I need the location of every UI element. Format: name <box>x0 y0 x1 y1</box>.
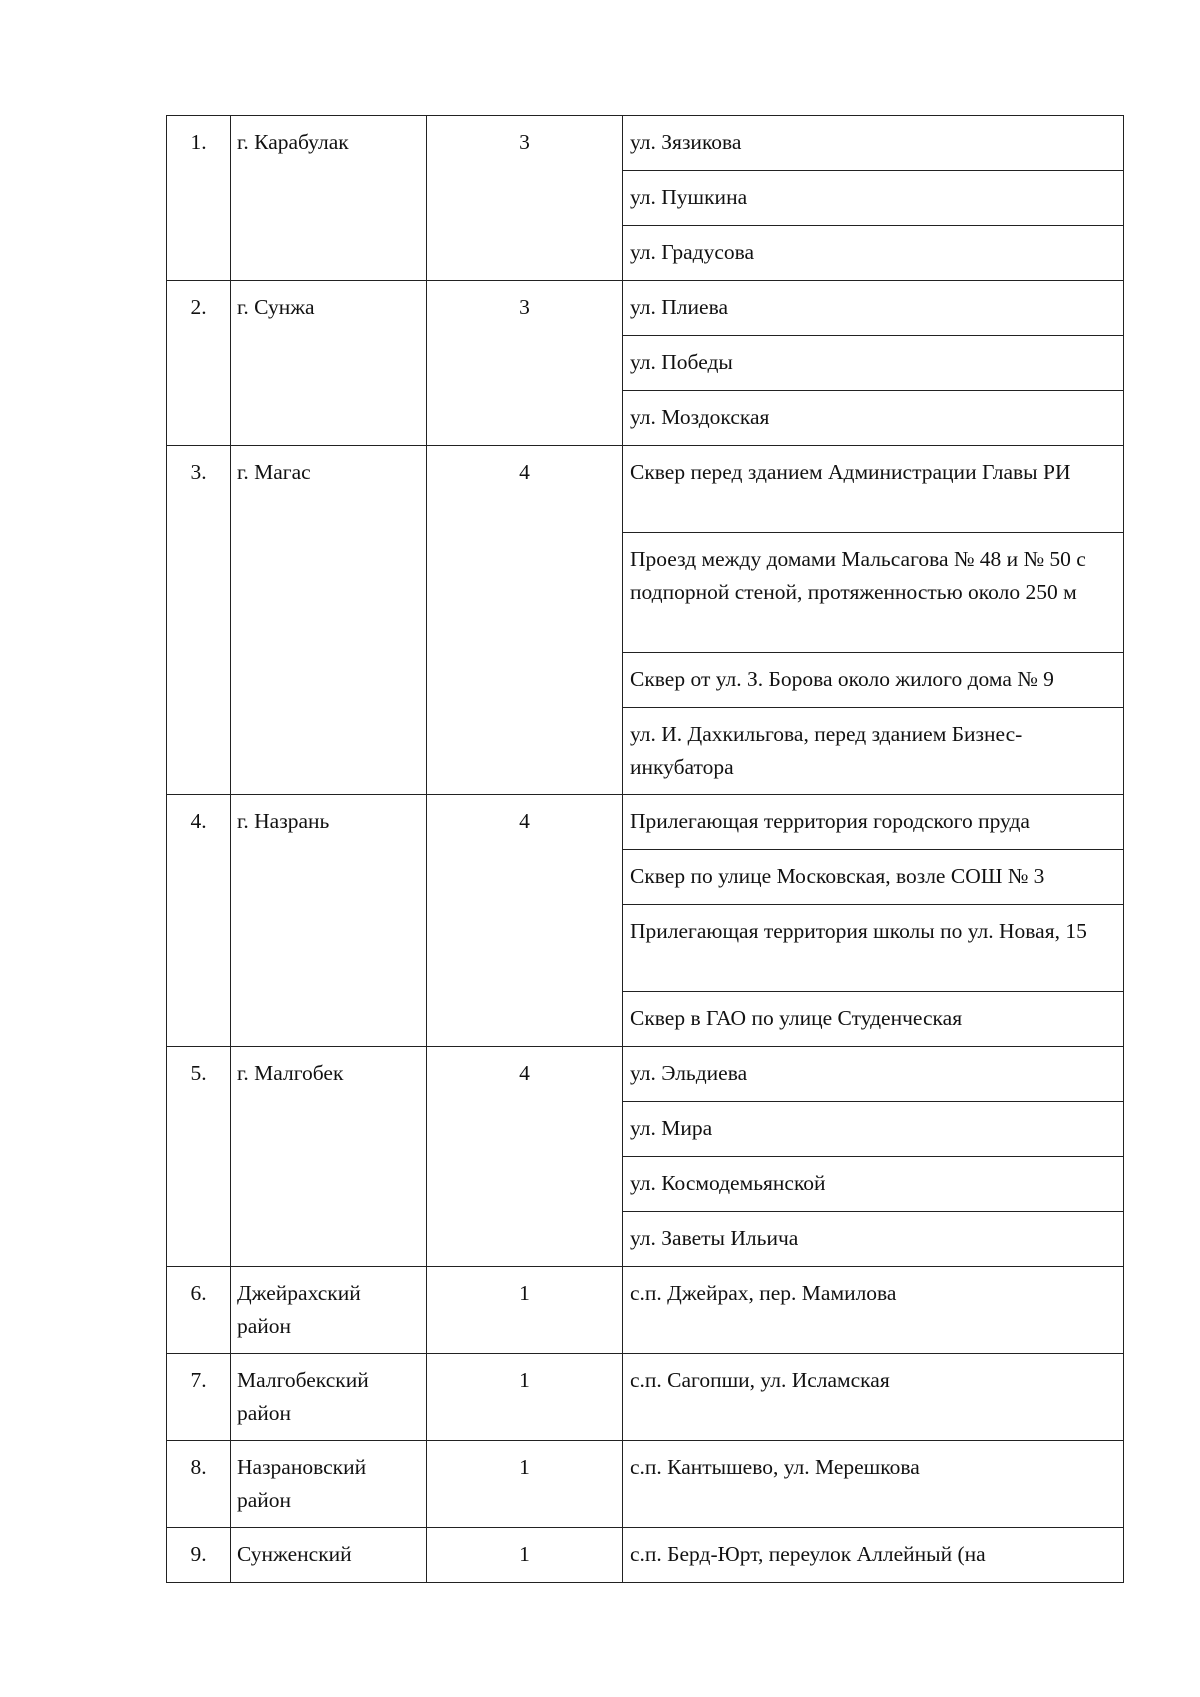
address-cell: с.п. Джейрах, пер. Мамилова <box>623 1267 1124 1354</box>
table-row <box>167 1354 1124 1441</box>
object-count: 1 <box>427 1441 623 1528</box>
address-cell: ул. Заветы Ильича <box>623 1212 1124 1267</box>
address-cell: Проезд между домами Мальсагова № 48 и № 50 с подпорной стеной, протяженностью около 250 м <box>623 533 1124 653</box>
territory-name: Малгобекский район <box>231 1354 427 1441</box>
territory-name: г. Магас <box>231 446 427 795</box>
row-number: 6. <box>167 1267 231 1354</box>
address-cell: ул. Зязикова <box>623 116 1124 171</box>
table-row <box>167 1441 1124 1528</box>
object-count: 3 <box>427 116 623 281</box>
address-cell: ул. Пушкина <box>623 171 1124 226</box>
row-number: 3. <box>167 446 231 795</box>
object-count: 4 <box>427 1047 623 1267</box>
object-count: 1 <box>427 1354 623 1441</box>
table-row <box>167 281 1124 336</box>
address-cell: с.п. Сагопши, ул. Исламская <box>623 1354 1124 1441</box>
territory-name: Сунженский <box>231 1528 427 1583</box>
row-number: 1. <box>167 116 231 281</box>
address-cell: ул. Победы <box>623 336 1124 391</box>
table-row <box>167 1528 1124 1583</box>
address-cell: ул. Космодемьянской <box>623 1157 1124 1212</box>
address-cell: Прилегающая территория городского пруда <box>623 795 1124 850</box>
object-count: 1 <box>427 1528 623 1583</box>
territory-name: Назрановский район <box>231 1441 427 1528</box>
address-cell: ул. И. Дахкильгова, перед зданием Бизнес-инкубатора <box>623 708 1124 795</box>
address-cell: ул. Градусова <box>623 226 1124 281</box>
territory-name: г. Карабулак <box>231 116 427 281</box>
territory-name: г. Малгобек <box>231 1047 427 1267</box>
address-cell: Сквер от ул. З. Борова около жилого дома № 9 <box>623 653 1124 708</box>
object-count: 3 <box>427 281 623 446</box>
table-row <box>167 1047 1124 1102</box>
address-cell: ул. Эльдиева <box>623 1047 1124 1102</box>
table-row <box>167 1267 1124 1354</box>
territory-name: г. Назрань <box>231 795 427 1047</box>
object-count: 4 <box>427 446 623 795</box>
address-cell: ул. Мира <box>623 1102 1124 1157</box>
address-cell: ул. Плиева <box>623 281 1124 336</box>
row-number: 7. <box>167 1354 231 1441</box>
territory-name: Джейрахский район <box>231 1267 427 1354</box>
row-number: 4. <box>167 795 231 1047</box>
table-row <box>167 116 1124 171</box>
address-cell: Сквер перед зданием Администрации Главы РИ <box>623 446 1124 533</box>
table-row <box>167 795 1124 850</box>
address-cell: Прилегающая территория школы по ул. Новая, 15 <box>623 905 1124 992</box>
territories-table <box>166 115 1124 1583</box>
object-count: 1 <box>427 1267 623 1354</box>
address-cell: ул. Моздокская <box>623 391 1124 446</box>
object-count: 4 <box>427 795 623 1047</box>
territory-name: г. Сунжа <box>231 281 427 446</box>
row-number: 2. <box>167 281 231 446</box>
address-cell: с.п. Кантышево, ул. Мерешкова <box>623 1441 1124 1528</box>
address-cell: с.п. Берд-Юрт, переулок Аллейный (на <box>623 1528 1124 1583</box>
row-number: 5. <box>167 1047 231 1267</box>
row-number: 8. <box>167 1441 231 1528</box>
address-cell: Сквер по улице Московская, возле СОШ № 3 <box>623 850 1124 905</box>
table-row <box>167 446 1124 533</box>
address-cell: Сквер в ГАО по улице Студенческая <box>623 992 1124 1047</box>
row-number: 9. <box>167 1528 231 1583</box>
